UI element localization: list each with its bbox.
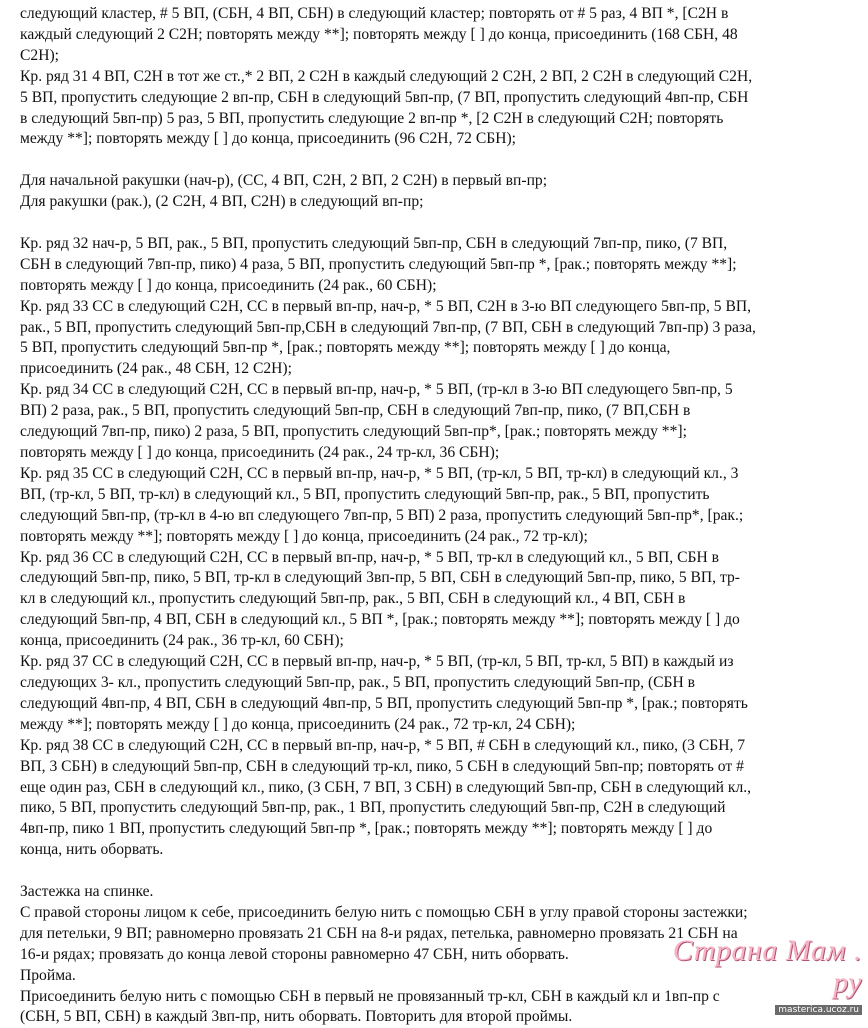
text-line: Кр. ряд 37 СС в следующий С2Н, СС в первый вп-пр, нач-р, * 5 ВП, (тр-кл, 5 ВП, тр-кл, 5 ВП) в каждый из xyxy=(20,653,734,671)
text-line: Кр. ряд 36 СС в следующий С2Н, СС в первый вп-пр, нач-р, * 5 ВП, тр-кл в следующий кл., 5 ВП, СБН в xyxy=(20,548,719,566)
text-line: следующий кластер, # 5 ВП, (СБН, 4 ВП, СБН) в следующий кластер; повторять от # 5 раз, 4 ВП *, [С2Н в xyxy=(20,5,729,22)
text-line: повторять между **]; повторять между [ ] до конца, присоединить (24 рак., 72 тр-кл); xyxy=(20,527,588,545)
text-line: Застежка на спинке. xyxy=(20,883,154,901)
paragraph xyxy=(20,297,855,381)
paragraph-gap xyxy=(20,213,855,234)
text-line: 4вп-пр, пико 1 ВП, пропустить следующий 5вп-пр *, [рак.; повторять между **]; повторять между [ ] до xyxy=(20,820,713,838)
text-line: еще один раз, СБН в следующий кл., пико, (3 СБН, 7 ВП, 3 СБН) в следующий 5вп-пр, СБН в следующий кл., xyxy=(20,778,752,796)
text-line: рак., 5 ВП, пропустить следующий 5вп-пр,СБН в следующий 7вп-пр, (7 ВП, СБН в следующий 7вп-пр) 3 раза, xyxy=(20,318,756,336)
text-line: конца, нить оборвать. xyxy=(20,841,164,859)
text-line: каждый следующий 2 С2Н; повторять между **]; повторять между [ ] до конца, присоединить (168 СБН, 48 xyxy=(20,25,738,43)
text-line: повторять между [ ] до конца, присоединить (24 рак., 60 СБН); xyxy=(20,276,437,294)
text-line: 5 ВП, пропустить следующие 2 вп-пр, СБН в следующий 5вп-пр, (7 ВП, пропустить следующий 4вп-пр, СБН xyxy=(20,88,749,106)
text-line: ВП, 3 СБН) в следующий 5вп-пр, СБН в следующий тр-кл, пико, 5 СБН в следующий 5вп-пр; повторять от # xyxy=(20,757,744,775)
watermark-logo: Страна Мам . ру xyxy=(672,934,862,999)
text-line: следующий 7вп-пр, пико) 2 раза, 5 ВП, пропустить следующий 5вп-пр*, [рак.; повторять между **]; xyxy=(20,423,687,441)
text-line: С правой стороны лицом к себе, присоединить белую нить с помощью СБН в углу правой стороны застежки; xyxy=(20,903,748,921)
text-line: ВП, (тр-кл, 5 ВП, тр-кл) в следующий кл., 5 ВП, пропустить следующий 5вп-пр, рак., 5 ВП, пропустить xyxy=(20,485,710,503)
text-line: следующий 5вп-пр, (тр-кл в 4-ю вп следующего 7вп-пр, 5 ВП) 2 раза, пропустить следующий 5вп-пр*, [рак.; xyxy=(20,506,744,524)
text-line: следующий 5вп-пр, 4 ВП, СБН в следующий кл., 5 ВП *, [рак.; повторять между **]; повторять между [ ] до xyxy=(20,611,740,629)
text-line: между **]; повторять между [ ] до конца, присоединить (24 рак., 72 тр-кл, 24 СБН); xyxy=(20,715,576,733)
text-line: 5 ВП, пропустить следующий 5вп-пр *, [рак.; повторять между **]; повторять между [ ] до конца, xyxy=(20,339,671,357)
text-line: Кр. ряд 32 нач-р, 5 ВП, рак., 5 ВП, пропустить следующий 5вп-пр, СБН в следующий 7вп-пр, пико, (7 ВП, xyxy=(20,234,728,252)
text-line: Для начальной ракушки (нач-р), (СС, 4 ВП, С2Н, 2 ВП, 2 С2Н) в первый вп-пр; xyxy=(20,172,548,190)
text-line: для петельки, 9 ВП; равномерно провязать 21 СБН на 8-и рядах, петелька, равномерно провязать 21 СБН на xyxy=(20,924,738,942)
text-line: в следующий 5вп-пр) 5 раз, 5 ВП, пропустить следующие 2 вп-пр *, [2 С2Н в следующий С2Н; повторять xyxy=(20,109,724,127)
text-line: Кр. ряд 33 СС в следующий С2Н, СС в первый вп-пр, нач-р, * 5 ВП, С2Н в 3-ю ВП следующего 5вп-пр, 5 ВП, xyxy=(20,297,752,315)
paragraph xyxy=(20,171,855,192)
text-line: Для ракушки (рак.), (2 С2Н, 4 ВП, С2Н) в следующий вп-пр; xyxy=(20,193,424,211)
text-line: Кр. ряд 34 СС в следующий С2Н, СС в первый вп-пр, нач-р, * 5 ВП, (тр-кл в 3-ю ВП следующего 5вп-пр, 5 xyxy=(20,381,733,399)
text-line: СБН в следующий 7вп-пр, пико) 4 раза, 5 ВП, пропустить следующий 5вп-пр *, [рак.; повторять между **]; xyxy=(20,255,737,273)
text-line: между **]; повторять между [ ] до конца, присоединить (96 С2Н, 72 СБН); xyxy=(20,130,516,148)
paragraph xyxy=(20,464,855,548)
paragraph xyxy=(20,67,855,151)
paragraph xyxy=(20,192,855,213)
text-line: следующий 4вп-пр, 4 ВП, СБН в следующий 4вп-пр, 5 ВП, пропустить следующий 5вп-пр *, [рак.; повторять xyxy=(20,694,748,712)
text-line: присоединить (24 рак., 48 СБН, 12 С2Н); xyxy=(20,360,292,378)
text-line: (СБН, 5 ВП, СБН) в каждый 3вп-пр, нить оборвать. Повторить для второй проймы. xyxy=(20,1008,573,1026)
paragraph xyxy=(20,4,855,67)
paragraph-gap xyxy=(20,150,855,171)
site-watermark xyxy=(644,935,862,1017)
text-line: Пройма. xyxy=(20,966,76,984)
paragraph xyxy=(20,736,855,861)
paragraph xyxy=(20,548,855,653)
text-line: кл в следующий кл., пропустить следующий 5вп-пр, рак., 5 ВП, СБН в следующий кл., 4 ВП, СБН в xyxy=(20,590,686,608)
text-line: следующих 3- кл., пропустить следующий 5вп-пр, рак., 5 ВП, пропустить следующий 5вп-пр, (СБН в xyxy=(20,673,696,691)
paragraph xyxy=(20,234,855,297)
paragraph xyxy=(20,380,855,464)
text-line: С2Н); xyxy=(20,46,59,64)
text-line: следующий 5вп-пр, пико, 5 ВП, тр-кл в следующий 3вп-пр, 5 ВП, СБН в следующий 5вп-пр, пико, 5 ВП, тр- xyxy=(20,569,740,587)
text-line: ВП) 2 раза, рак., 5 ВП, пропустить следующий 5вп-пр, СБН в следующий 7вп-пр, пико, (7 ВП,СБН в xyxy=(20,402,691,420)
paragraph xyxy=(20,652,855,736)
watermark-url: masterica.ucoz.ru xyxy=(775,1005,862,1015)
text-line: 16-и рядах; провязать до конца левой стороны равномерно 47 СБН, нить оборвать. xyxy=(20,945,569,963)
text-line: Кр. ряд 38 СС в следующий С2Н, СС в первый вп-пр, нач-р, * 5 ВП, # СБН в следующий кл., пико, (3 СБН, 7 xyxy=(20,736,746,754)
text-line: повторять между [ ] до конца, присоединить (24 рак., 24 тр-кл, 36 СБН); xyxy=(20,444,500,461)
paragraph xyxy=(20,882,855,903)
document-body xyxy=(20,4,855,1028)
text-line: конца, присоединить (24 рак., 36 тр-кл, 60 СБН); xyxy=(20,632,344,650)
text-line: пико, 5 ВП, пропустить следующий 5вп-пр, рак., 1 ВП, пропустить следующий 5вп-пр, С2Н в следующий xyxy=(20,799,726,817)
text-line: Кр. ряд 35 СС в следующий С2Н, СС в первый вп-пр, нач-р, * 5 ВП, (тр-кл, 5 ВП, тр-кл) в следующий кл., 3 xyxy=(20,464,739,482)
text-line: Присоединить белую нить с помощью СБН в первый не провязанный тр-кл, СБН в каждый кл и 1вп-пр с xyxy=(20,987,720,1005)
paragraph-gap xyxy=(20,861,855,882)
text-line: Кр. ряд 31 4 ВП, С2Н в тот же ст.,* 2 ВП, 2 С2Н в каждый следующий 2 С2Н, 2 ВП, 2 С2Н в следующий С2Н, xyxy=(20,67,753,85)
